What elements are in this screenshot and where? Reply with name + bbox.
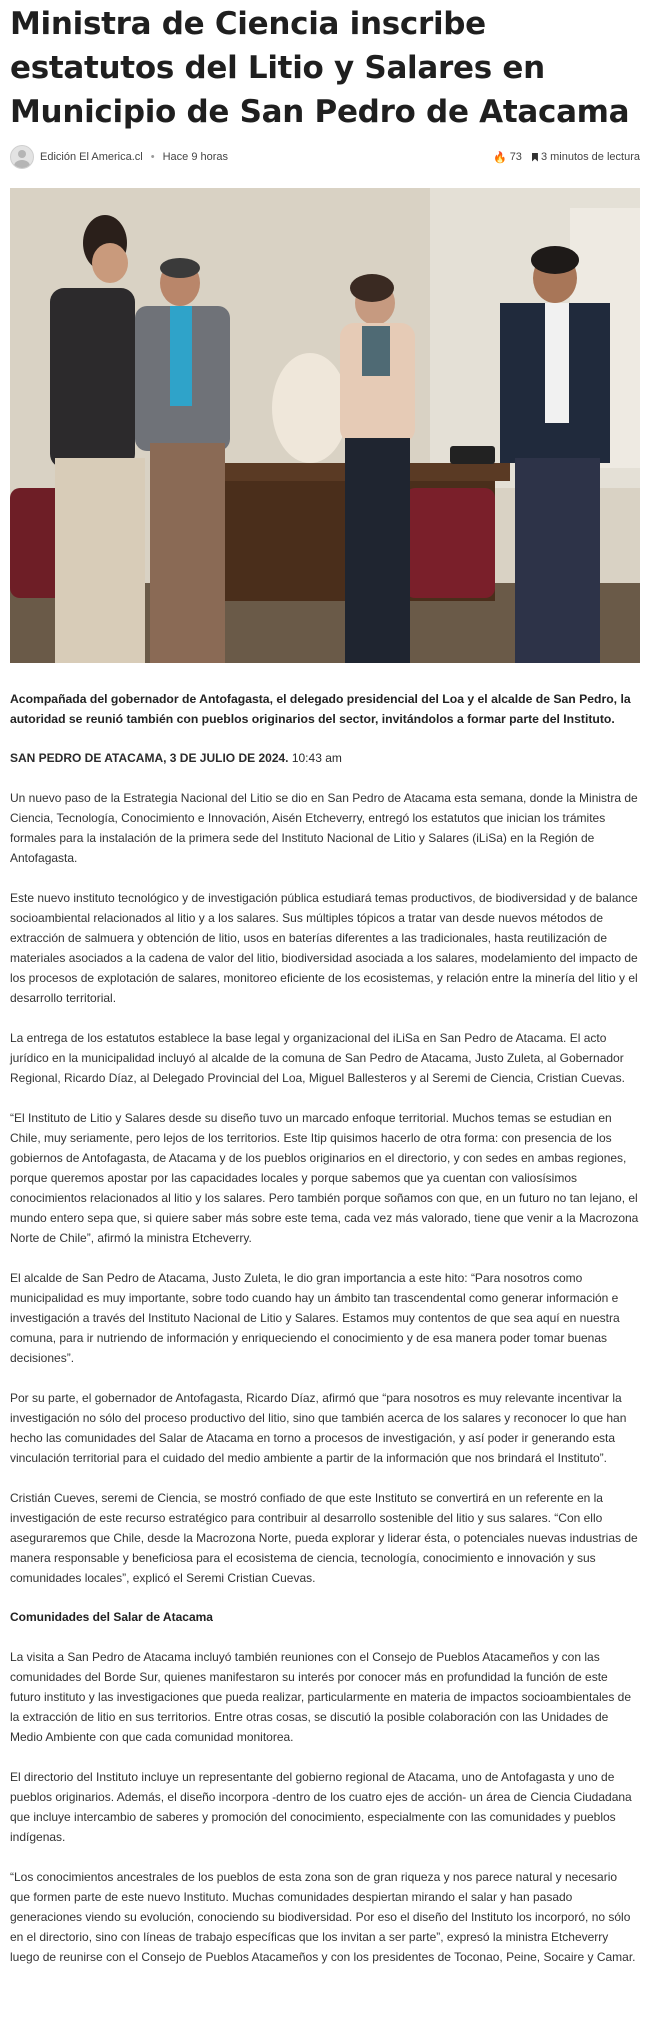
bookmark-icon (532, 153, 538, 162)
body-paragraph: Un nuevo paso de la Estrategia Nacional del Litio se dio en San Pedro de Atacama esta semana, donde la Ministra de Ciencia, Tecnología, Conocimiento e Innovación, Aisén Etcheverry, entregó los estatutos que inician los trámites formales para la instalación de la primera sede del Instituto Nacional de Litio y Salares (iLiSa) en la Región de Antofagasta. (10, 791, 638, 865)
body-paragraph: Cristián Cueves, seremi de Ciencia, se mostró confiado de que este Instituto se convertirá en un referente en la investigación de este recurso estratégico para contribuir al desarrollo sostenible del litio y sus salares. “Con ello aseguraremos que Chile, desde la Macrozona Norte, pueda explorar y liderar ésta, o potenciales nuevas industrias de manera responsable y beneficiosa para el ecosistema de ciencia, tecnología, conocimiento e innovación y sus comunidades locales”, explicó el Seremi Cristian Cuevas. (10, 1491, 638, 1585)
article-dateline (10, 748, 640, 768)
article-meta (10, 144, 640, 170)
section-heading: Comunidades del Salar de Atacama (10, 1610, 213, 1624)
author-name[interactable]: Edición El America.cl (40, 151, 143, 163)
body-paragraph: La entrega de los estatutos establece la base legal y organizacional del iLiSa en San Pedro de Atacama. El acto jurídico en la municipalidad incluyó al alcalde de la comuna de San Pedro de Atacama, Justo Zuleta, al Gobernador Regional, Ricardo Díaz, al Delegado Provincial del Loa, Miguel Ballesteros y al Seremi de Ciencia, Cristian Cuevas. (10, 1031, 625, 1085)
article-lead: Acompañada del gobernador de Antofagasta, el delegado presidencial del Loa y el alcalde de San Pedro, la autoridad se reunió también con pueblos originarios del sector, invitándolos a formar parte del Instituto. (10, 692, 631, 726)
dateline-time: 10:43 am (288, 751, 342, 765)
body-paragraph: “El Instituto de Litio y Salares desde su diseño tuvo un marcado enfoque territorial. Muchos temas se estudian en Chile, muy seriamente, pero lejos de los territorios. Este Itip quisimos hacerlo de otra forma: con presencia de los gobiernos de Antofagasta, de Atacama y de los pueblos originarios en el directorio, y con sedes en ambas regiones, porque queremos apostar por las capacidades locales y porque sabemos que ya cuentan con valiosísimos conocimientos relacionados al litio y los salares. Pero también porque soñamos con que, en un futuro no tan lejano, el mundo entero sepa que, si quiere saber más sobre este tema, cada vez más valorado, tiene que venir a la Macrozona Norte de Chile”, afirmó la ministra Etcheverry. (10, 1111, 639, 1245)
read-time: 3 minutos de lectura (540, 151, 640, 163)
post-time: Hace 9 horas (162, 151, 229, 163)
flame-icon: 🔥 (492, 151, 507, 164)
body-paragraph: El directorio del Instituto incluye un representante del gobierno regional de Atacama, uno de Antofagasta y uno de pueblos originarios. Además, el diseño incorpora -dentro de los cuatro ejes de acción- un área de Ciencia Ciudadana que incluye intercambio de saberes y promoción del conocimiento, especialmente con las comunidades y pueblos indígenas. (10, 1770, 632, 1844)
body-paragraph: La visita a San Pedro de Atacama incluyó también reuniones con el Consejo de Pueblos Atacameños y con las comunidades del Borde Sur, quienes manifestaron su interés por conocer más en profundidad la función de este futuro instituto y las investigaciones que pueda realizar, particularmente en materia de impactos socioambientales de la extracción de litio en sus territorios. Entre otras cosas, se discutió la posible colaboración con las Unidades de Medio Ambiente con que cada comunidad monitorea. (10, 1650, 632, 1744)
body-paragraph: Por su parte, el gobernador de Antofagasta, Ricardo Díaz, afirmó que “para nosotros es muy relevante incentivar la investigación no sólo del proceso productivo del litio, sino que también acerca de los salares y reconocer lo que han hecho las comunidades del Salar de Atacama en torno a procesos de investigación, y así poder ir generando esta vinculación territorial para el cuidado del medio ambiente a partir de la información que nos brindará el Instituto”. (10, 1391, 627, 1465)
article-body (10, 788, 640, 1967)
view-count: 73 (509, 151, 522, 163)
meta-separator: • (150, 151, 155, 163)
body-paragraph: Este nuevo instituto tecnológico y de investigación pública estudiará temas productivos, de biodiversidad y de balance socioambiental relacionados al litio y a los salares. Sus múltiples tópicos a tratar van desde nuevos métodos de extracción de salmuera y obtención de litio, usos en baterías diferentes a las tradicionales, hasta reutilización de materiales asociados a la cadena de valor del litio, biodiversidad asociada a los salares, modelamiento del impacto de los procesos de explotación de salares, monitoreo eficiente de los ecosistemas, y relación entre la minería del litio y el desarrollo territorial. (10, 891, 638, 1005)
dateline-place: SAN PEDRO DE ATACAMA, 3 DE JULIO DE 2024. (10, 751, 289, 765)
body-paragraph: El alcalde de San Pedro de Atacama, Justo Zuleta, le dio gran importancia a este hito: “Para nosotros como municipalidad es muy importante, sobre todo cuando hay un ámbito tan trascendental como generar información e investigación a través del Instituto Nacional de Litio y Salares. Estamos muy contentos de que sea aquí en nuestra comuna, para ir nutriendo de información y enriqueciendo el conocimiento y de esa manera poder tomar buenas decisiones”. (10, 1271, 620, 1365)
article-hero-image (10, 188, 640, 663)
article-title: Ministra de Ciencia inscribe estatutos del Litio y Salares en Municipio de San Pedro de Atacama (10, 6, 630, 130)
body-paragraph: “Los conocimientos ancestrales de los pueblos de esta zona son de gran riqueza y nos parece natural y necesario que formen parte de este nuevo Instituto. Muchas comunidades despiertan mirando el salar y han pasado generaciones viendo su evolución, conociendo su biodiversidad. Por eso el diseño del Instituto los incorporó, no sólo en el directorio, sino con líneas de trabajo específicas que los invitan a ser parte”, expresó la ministra Etcheverry luego de reunirse con el Consejo de Pueblos Atacameños y con los presidentes de Toconao, Peine, Socaire y Camar. (10, 1870, 636, 1964)
author-avatar[interactable] (10, 145, 34, 169)
